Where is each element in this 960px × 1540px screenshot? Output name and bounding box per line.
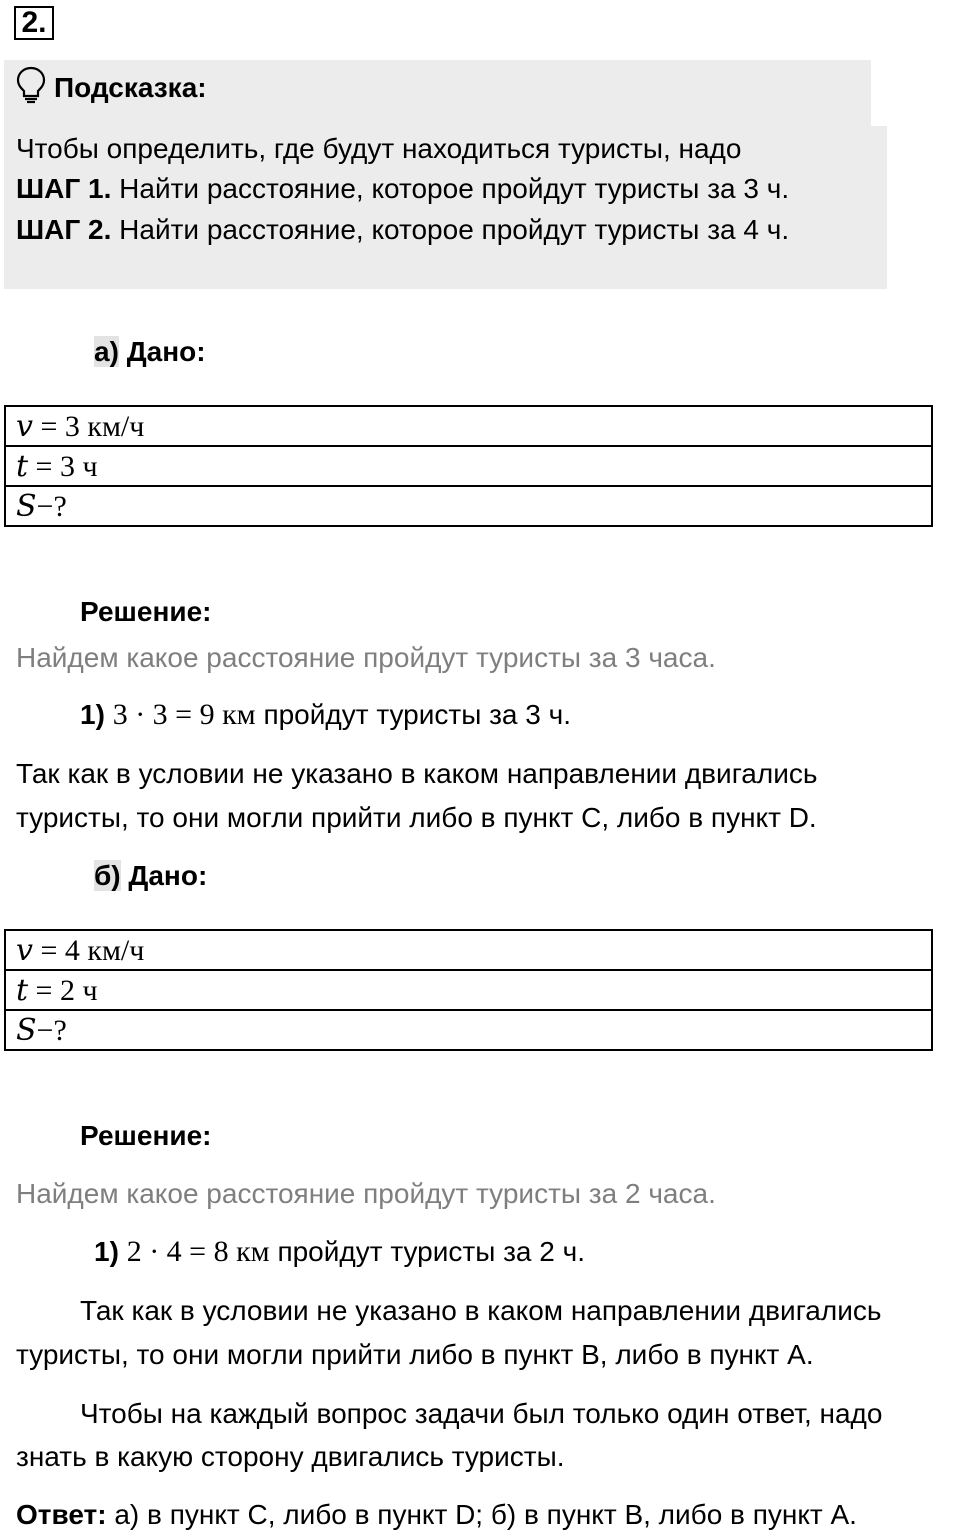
part-a-step — [80, 698, 571, 732]
part-b-step-num: 1) — [94, 1236, 119, 1267]
lightbulb-icon — [16, 66, 46, 111]
task-number: 2. — [14, 6, 54, 40]
part-a-step-math: 3 · 3 = 9 км — [112, 698, 256, 731]
part-a-label: а) — [94, 336, 119, 367]
part-b-note: Найдем какое расстояние пройдут туристы за 2 часа. — [16, 1178, 716, 1209]
table-row — [5, 446, 932, 486]
part-b-conclusion-line-2: туристы, то они могли прийти либо в пункт В, либо в пункт А. — [16, 1339, 814, 1370]
part-b-remark-line-2: знать в какую сторону двигались туристы. — [16, 1441, 565, 1472]
given-cell: 𝑣 = 4 км/ч — [5, 930, 932, 970]
given-cell: 𝑆−? — [5, 1010, 932, 1050]
answer-line — [16, 1499, 857, 1531]
part-b-step-math: 2 · 4 = 8 км — [126, 1235, 270, 1268]
part-a-given-table — [4, 405, 933, 527]
hint-step-1 — [16, 171, 789, 207]
table-row — [5, 1010, 932, 1050]
part-a-step-num: 1) — [80, 699, 105, 730]
part-a-step-text: пройдут туристы за 3 ч. — [263, 699, 571, 730]
table-row — [5, 930, 932, 970]
hint-intro: Чтобы определить, где будут находиться туристы, надо — [16, 133, 742, 164]
part-a-note: Найдем какое расстояние пройдут туристы за 3 часа. — [16, 642, 716, 673]
hint-step-2-label: ШАГ 2. — [16, 214, 112, 245]
part-b-given-table — [4, 929, 933, 1051]
part-a-solution-title: Решение: — [80, 596, 212, 627]
hint-title-row — [16, 66, 207, 110]
part-b-conclusion-line-1: Так как в условии не указано в каком направлении двигались — [80, 1295, 882, 1326]
answer-text: а) в пункт С, либо в пункт D; б) в пункт В, либо в пункт А. — [114, 1499, 857, 1530]
given-cell: 𝑡 = 2 ч — [5, 970, 932, 1010]
hint-step-1-text: Найти расстояние, которое пройдут туристы за 3 ч. — [119, 173, 790, 204]
part-b-step — [94, 1235, 585, 1269]
table-row — [5, 970, 932, 1010]
given-cell: 𝑆−? — [5, 486, 932, 526]
part-b-remark-line-1: Чтобы на каждый вопрос задачи был только один ответ, надо — [80, 1398, 883, 1429]
hint-step-2 — [16, 212, 789, 248]
hint-title: Подсказка: — [54, 72, 207, 103]
hint-step-1-label: ШАГ 1. — [16, 173, 112, 204]
hint-step-2-text: Найти расстояние, которое пройдут туристы за 4 ч. — [119, 214, 790, 245]
given-cell: 𝑡 = 3 ч — [5, 446, 932, 486]
answer-label: Ответ: — [16, 1499, 107, 1530]
part-b-solution-title: Решение: — [80, 1120, 212, 1151]
table-row — [5, 486, 932, 526]
part-a-conclusion-line-1: Так как в условии не указано в каком направлении двигались — [16, 758, 818, 789]
part-a-conclusion-line-2: туристы, то они могли прийти либо в пункт С, либо в пункт D. — [16, 802, 817, 833]
part-b-step-text: пройдут туристы за 2 ч. — [277, 1236, 585, 1267]
part-a-given-heading — [94, 336, 206, 368]
table-row — [5, 406, 932, 446]
part-b-given-heading — [94, 860, 207, 892]
given-cell: 𝑣 = 3 км/ч — [5, 406, 932, 446]
part-a-given-title: Дано: — [126, 336, 206, 367]
part-b-given-title: Дано: — [128, 860, 208, 891]
part-b-label: б) — [94, 860, 121, 891]
